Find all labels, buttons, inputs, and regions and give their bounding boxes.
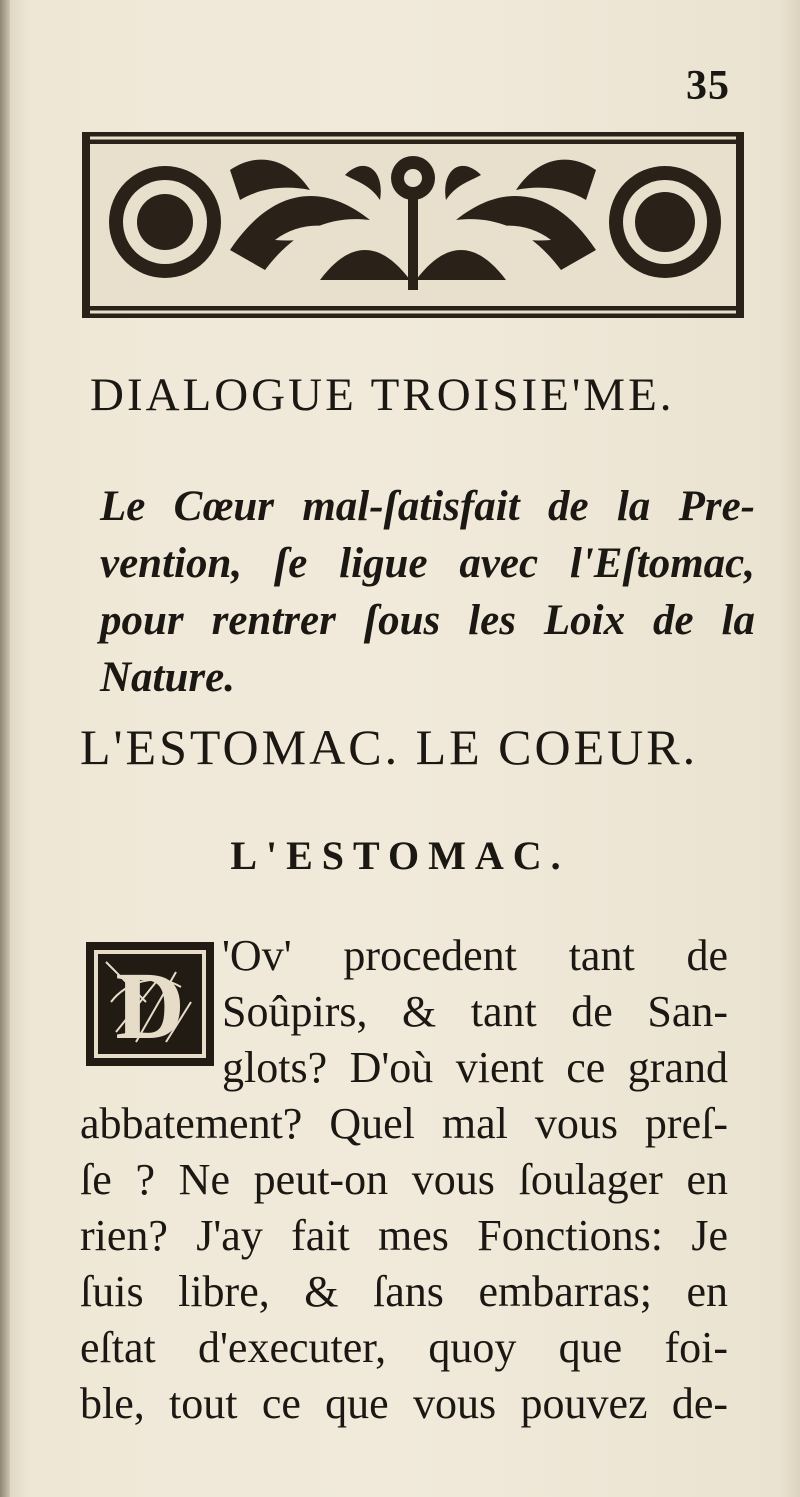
text-line: ble, tout ce que vous pouvez de- xyxy=(80,1379,728,1428)
text-line: ſe ? Ne peut-on vous ſoulager en xyxy=(80,1155,728,1204)
summary-line: Le Cœur mal-ſatisfait de la Pre- xyxy=(100,483,755,530)
text-line: abbatement? Quel mal vous preſ- xyxy=(80,1099,728,1148)
dialogue-text xyxy=(80,928,728,1432)
text-line: 'Ov' procedent tant de xyxy=(222,931,728,980)
summary-line: vention, ſe ligue avec l'Eſtomac, xyxy=(100,540,755,587)
text-line: glots? D'où vient ce grand xyxy=(222,1043,728,1092)
text-line: ſuis libre, & ſans embarras; en xyxy=(80,1267,728,1316)
speakers-heading: L'ESTOMAC. LE COEUR. xyxy=(80,719,699,775)
page-edge xyxy=(0,0,10,1497)
speaker-label: L'ESTOMAC. xyxy=(230,833,570,878)
ornamental-headpiece xyxy=(80,130,746,320)
page-number: 35 xyxy=(686,63,730,109)
dialogue-title: DIALOGUE TROISIE'ME. xyxy=(90,369,675,421)
text-line: eſtat d'executer, quoy que foi- xyxy=(80,1323,728,1372)
chapter-summary xyxy=(100,478,755,706)
drop-cap-letter: D xyxy=(115,952,185,1059)
text-line: rien? J'ay fait mes Fonctions: Je xyxy=(80,1211,728,1260)
summary-line: pour rentrer ſous les Loix de la xyxy=(100,597,755,644)
text-line: Soûpirs, & tant de San- xyxy=(222,987,728,1036)
summary-line: Nature. xyxy=(100,654,235,701)
